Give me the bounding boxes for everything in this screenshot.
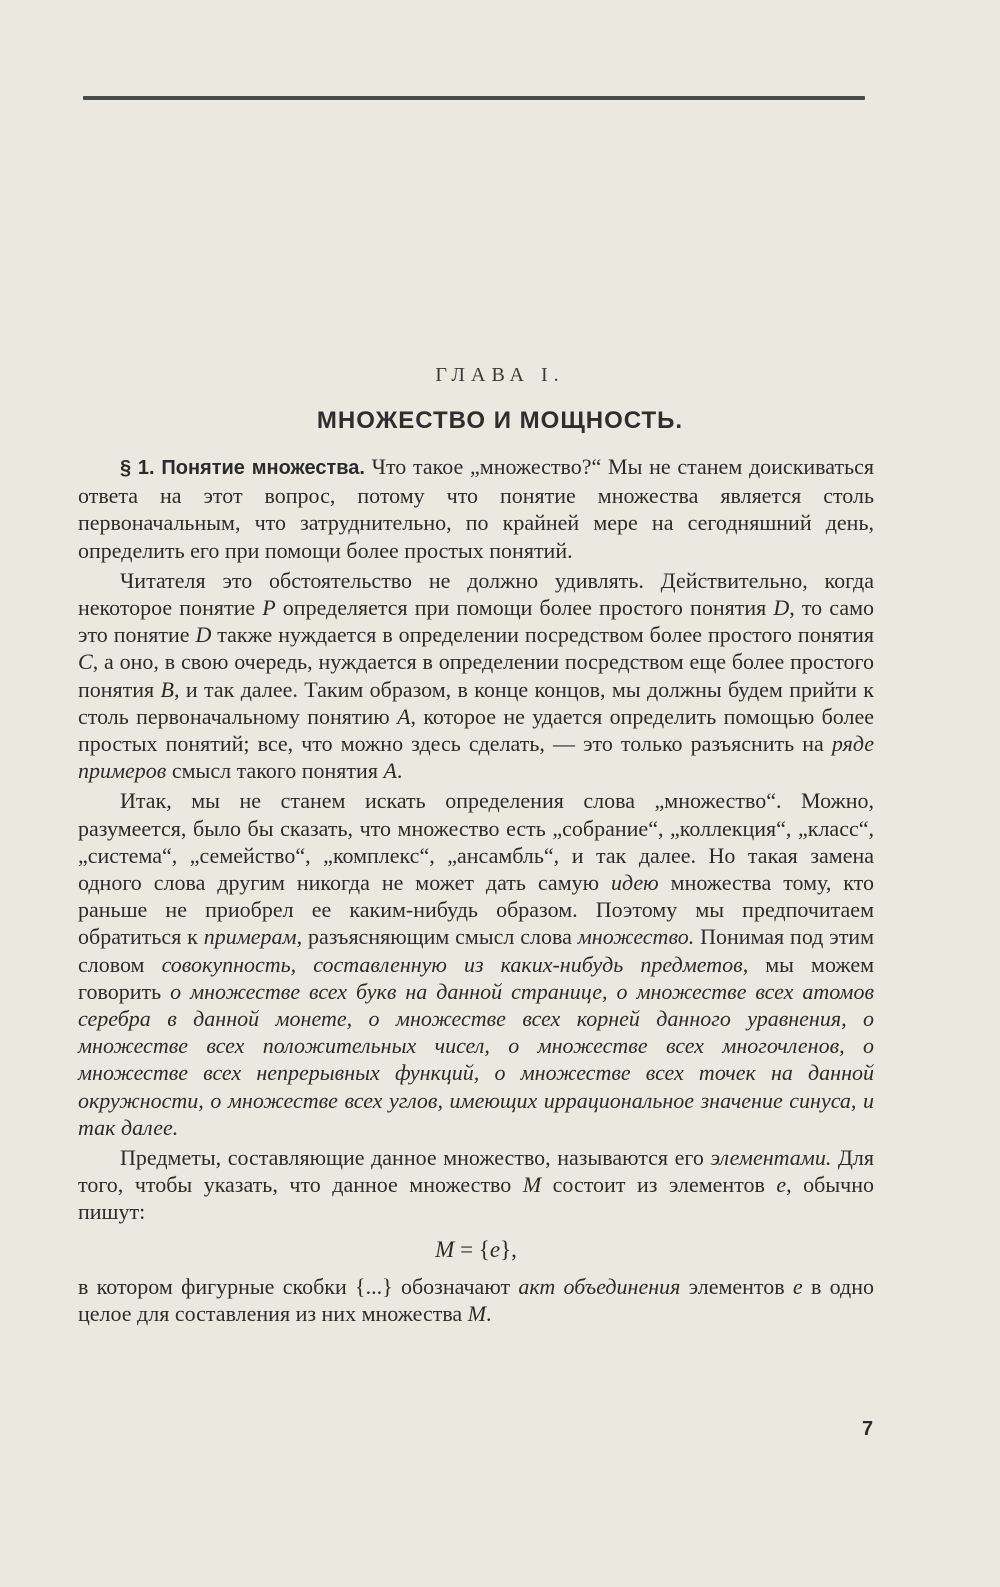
- section-heading: § 1. Понятие множества.: [120, 457, 365, 479]
- math-var: C: [78, 649, 93, 675]
- text-run: смысл такого понятия: [166, 758, 384, 784]
- emphasis: о множестве всех букв на данной странице, о множестве всех атомов серебра в данной монете, о множестве всех корней данного уравнения, о множестве всех положительных чисел, о множестве всех многочленов, о множестве всех непрерывных функций, о множестве всех точек на данной окружности, о множестве всех углов, имеющих иррациональное значение синуса, и так далее.: [78, 978, 874, 1140]
- formula-equals: =: [454, 1236, 479, 1262]
- formula-brace-close: },: [500, 1236, 517, 1262]
- text-run: , а оно, в свою очередь, нуждается в определении посредством еще более простого понятия: [78, 649, 874, 702]
- math-var: D: [195, 622, 212, 648]
- text-run: состоит из элементов: [541, 1172, 777, 1198]
- text-run: .: [396, 758, 403, 784]
- formula: [78, 1236, 874, 1263]
- text-run: множества тому, кто раньше не приобрел ее каким-нибудь образом. Поэтому мы предпочитаем обратиться к: [78, 870, 875, 950]
- chapter-title: МНОЖЕСТВО И МОЩНОСТЬ.: [316, 407, 684, 434]
- page-number: 7: [862, 1418, 874, 1440]
- text-run: Понимая под этим словом: [78, 924, 874, 977]
- math-var: M: [467, 1301, 487, 1327]
- math-var: M: [522, 1172, 542, 1198]
- emphasis: примерам: [203, 924, 297, 950]
- math-var: D: [773, 595, 790, 621]
- emphasis: множество.: [577, 924, 695, 950]
- formula-lhs: M: [435, 1236, 455, 1262]
- text-run: в одно целое для составления из них множества: [78, 1273, 874, 1327]
- paragraph-1-text: Что такое „множество?“ Мы не станем доискиваться ответа на этот вопрос, потому что понятие множества является столь первоначальным, что затруднительно, по крайней мере на сегодняшний день, определить его при помощи более простых понятий.: [78, 454, 874, 563]
- paragraph-5: [78, 1273, 874, 1327]
- paragraph-4: [78, 1144, 874, 1226]
- emphasis: идею: [611, 870, 659, 896]
- emphasis: совокупность, составленную из каких-нибудь предметов: [161, 951, 743, 977]
- text-run: , которое не удается определить помощью более простых понятий; все, что можно здесь сделать, — это только разъяснить на: [78, 703, 875, 757]
- text-run: .: [486, 1301, 492, 1327]
- text-run: Предметы, составляющие данное множество, называются его: [120, 1145, 711, 1171]
- text-run: , мы можем говорить: [78, 951, 874, 1004]
- text-run: также нуждается в определении посредством более простого понятия: [211, 622, 874, 648]
- math-var: A: [397, 703, 411, 729]
- paragraph-3: [78, 787, 874, 1141]
- math-var: P: [262, 595, 276, 621]
- text-run: , то само это понятие: [78, 595, 875, 648]
- page-body: [78, 453, 874, 1330]
- formula-var: e: [489, 1236, 501, 1262]
- math-var: e: [792, 1273, 803, 1299]
- text-run: , и так далее. Таким образом, в конце концов, мы должны будем прийти к столь первоначальному понятию: [78, 676, 874, 729]
- text-run: , разъясняющим смысл слова: [296, 924, 578, 950]
- text-run: в котором фигурные скобки: [78, 1273, 356, 1299]
- text-run: , обычно пишут:: [78, 1172, 874, 1225]
- text-run: Итак, мы не станем искать определения слова „множество“. Можно, разумеется, было бы сказать, что множество есть „собрание“, „коллекция“, „класс“, „система“, „семейство“, „комплекс“, „ансамбль“, и так далее. Но такая замена одного слова другим никогда не может дать самую: [78, 788, 874, 896]
- chapter-heading: ГЛАВА I.: [435, 364, 565, 386]
- text-run: Читателя это обстоятельство не должно удивлять. Действительно, когда некоторое понятие: [78, 567, 874, 621]
- math-var: B: [160, 676, 174, 702]
- text-run: Для того, чтобы указать, что данное множество: [78, 1145, 874, 1198]
- math-var: e: [776, 1172, 787, 1198]
- text-run: обозначают: [392, 1273, 519, 1299]
- text-run: определяется при помощи более простого понятия: [275, 595, 774, 621]
- paragraph-2: [78, 567, 874, 785]
- text-run: элементов: [680, 1273, 793, 1299]
- top-rule: [83, 96, 865, 100]
- emphasis: акт объединения: [518, 1273, 681, 1299]
- braces-symbol: {...}: [355, 1273, 393, 1299]
- formula-brace-open: {: [478, 1236, 490, 1262]
- emphasis: ряде примеров: [78, 731, 874, 784]
- paragraph-1: [78, 453, 874, 564]
- math-var: A: [383, 758, 397, 784]
- emphasis: элементами.: [710, 1145, 832, 1171]
